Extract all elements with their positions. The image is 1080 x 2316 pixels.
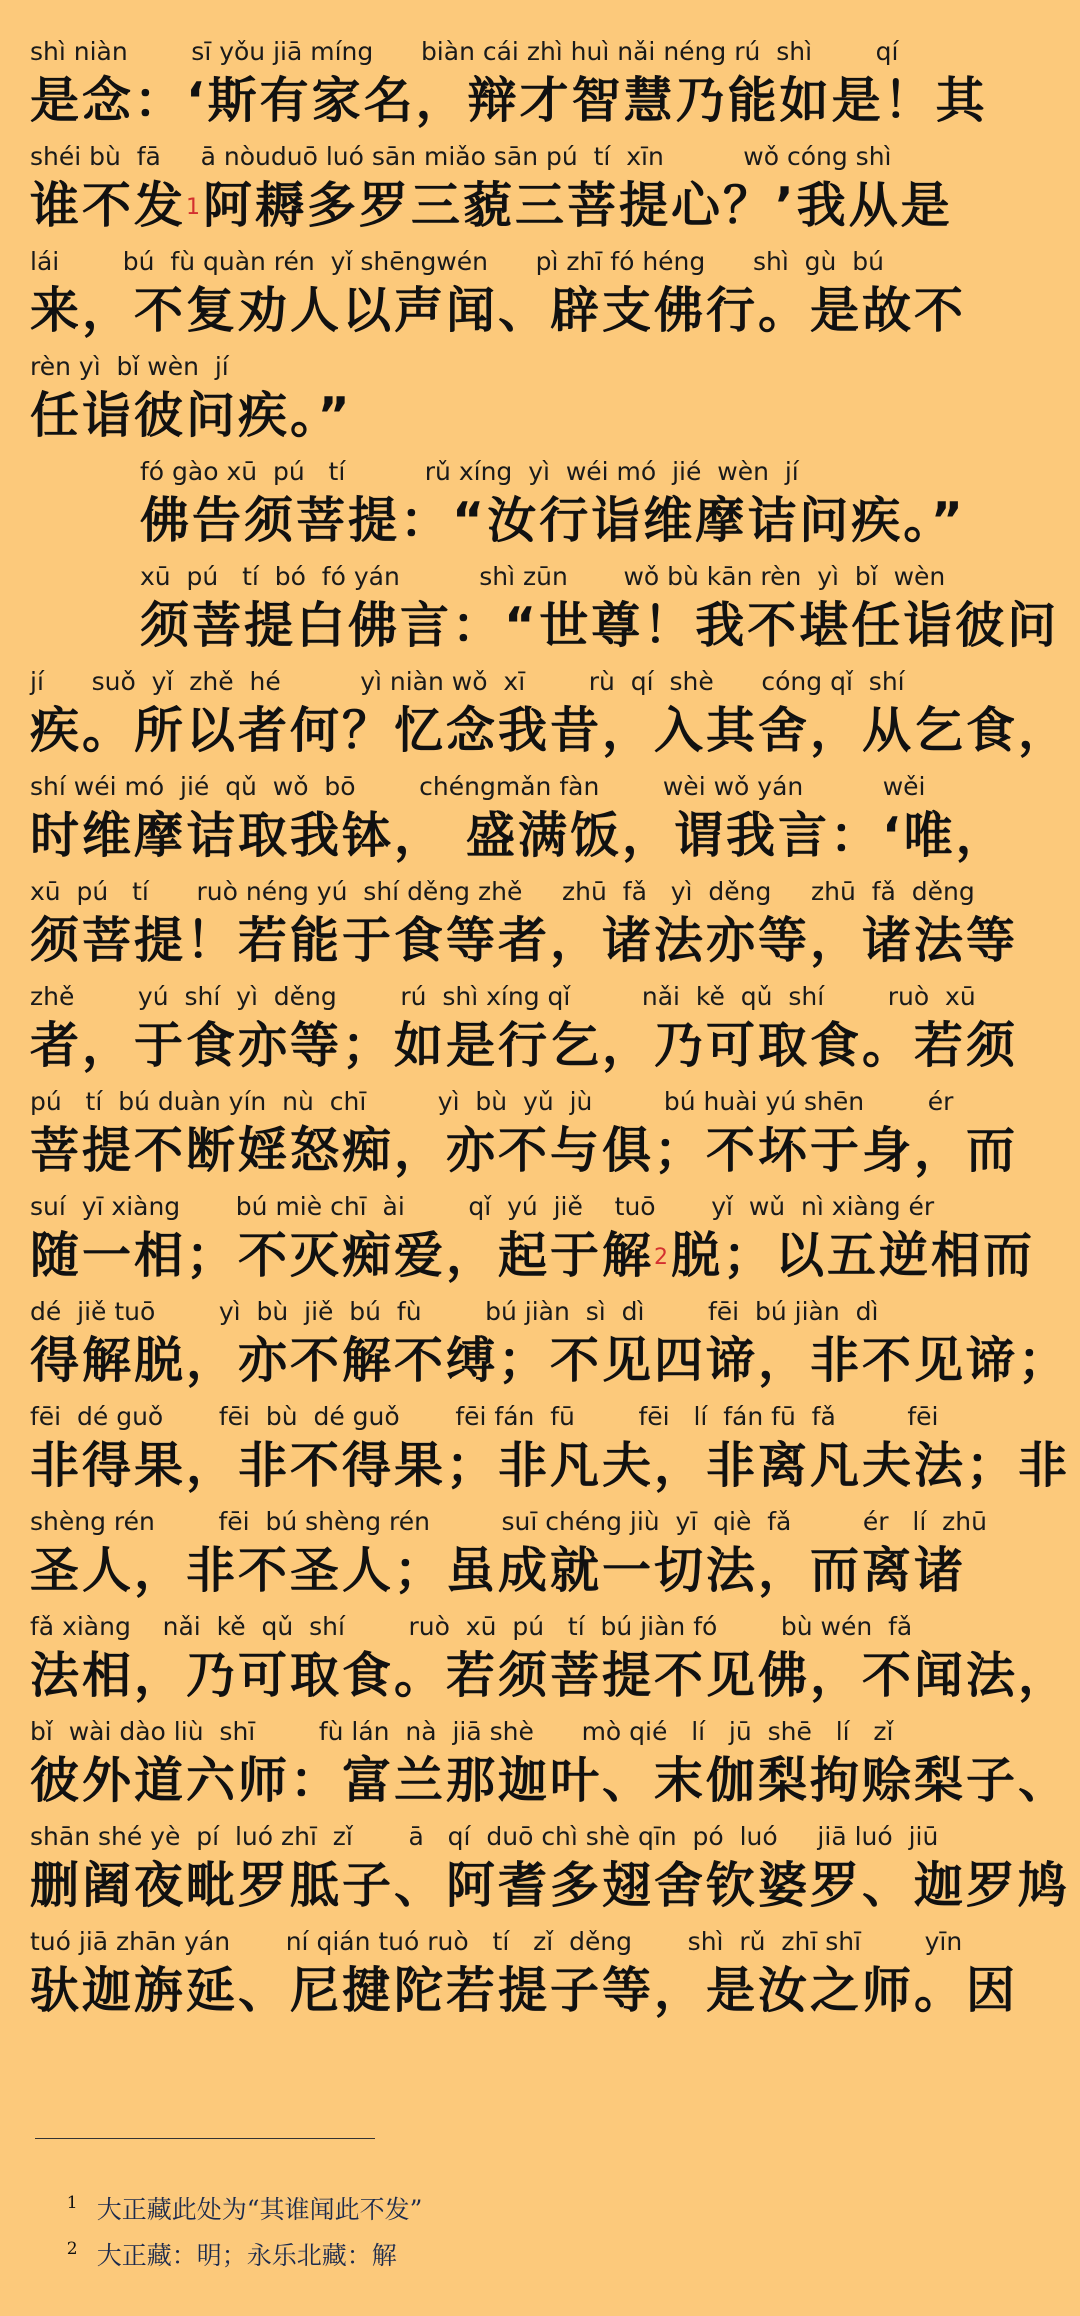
chinese-text: 时维摩诘取我钵， 盛满饭，谓我言：‘唯， — [30, 807, 1008, 864]
text-line — [30, 349, 1050, 454]
footnote — [35, 2150, 735, 2224]
pinyin-annotation: fó gào xū pú tí rǔ xíng yì wéi mó jié wèn jí — [140, 457, 799, 486]
chinese-text: 法相，乃可取食。若须菩提不见佛，不闻法， — [30, 1647, 1071, 1704]
text-line — [30, 139, 1050, 244]
text-line — [30, 664, 1071, 769]
text-line — [30, 1189, 1050, 1294]
pinyin-annotation: shí wéi mó jié qǔ wǒ bō chéngmǎn fàn wèi wǒ yán wěi — [30, 772, 926, 801]
text-line — [30, 874, 1050, 979]
text-segment: 谁不发 — [30, 177, 187, 234]
footnote-divider — [35, 2138, 375, 2139]
text-segment: 脱；以五逆相而 — [671, 1227, 1036, 1284]
chinese-text: 彼外道六师：富兰那迦叶、末伽梨拘赊梨子、 — [30, 1752, 1071, 1809]
footnote-marker[interactable]: 1 — [186, 195, 204, 220]
pinyin-annotation: bǐ wài dào liù shī fù lán nà jiā shè mò qié lí jū shē lí zǐ — [30, 1717, 894, 1746]
footnote-marker[interactable]: 2 — [654, 1245, 672, 1270]
chinese-text: 菩提不断婬怒痴，亦不与俱；不坏于身，而 — [30, 1122, 1019, 1179]
text-line — [30, 34, 1050, 139]
pinyin-annotation: pú tí bú duàn yín nù chī yì bù yǔ jù bú huài yú shēn ér — [30, 1087, 954, 1116]
text-line — [30, 1084, 1050, 1189]
chinese-text: 非得果，非不得果；非凡夫，非离凡夫法；非 — [30, 1437, 1071, 1494]
chinese-text — [30, 173, 1050, 239]
pinyin-annotation: dé jiě tuō yì bù jiě bú fù bú jiàn sì dì fēi bú jiàn dì — [30, 1297, 879, 1326]
text-line — [30, 1819, 1071, 1924]
pinyin-annotation: shān shé yè pí luó zhī zǐ ā qí duō chì shè qīn pó luó jiā luó jiū — [30, 1822, 939, 1851]
pinyin-annotation: jí suǒ yǐ zhě hé yì niàn wǒ xī rù qí shè cóng qǐ shí — [30, 667, 905, 696]
text-line — [30, 1609, 1071, 1714]
text-line — [30, 1294, 1071, 1399]
text-line — [30, 1714, 1071, 1819]
text-segment: 随一相；不灭痴爱，起于解 — [30, 1227, 655, 1284]
footnote-text: 大正藏：明；永乐北藏：解 — [96, 2241, 397, 2270]
chinese-text: 任诣彼问疾。” — [30, 387, 353, 444]
text-line — [30, 244, 1050, 349]
chinese-text: 佛告须菩提：“汝行诣维摩诘问疾。” — [140, 492, 966, 549]
text-line — [30, 454, 1050, 559]
pinyin-annotation: rèn yì bǐ wèn jí — [30, 352, 229, 381]
chinese-text: 得解脱，亦不解不缚；不见四谛，非不见谛； — [30, 1332, 1071, 1389]
pinyin-annotation: shèng rén fēi bú shèng rén suī chéng jiù yī qiè fǎ ér lí zhū — [30, 1507, 987, 1536]
pinyin-annotation: xū pú tí bó fó yán shì zūn wǒ bù kān rèn yì bǐ wèn — [140, 562, 946, 591]
chinese-text: 驮迦旃延、尼揵陀若提子等，是汝之师。因 — [30, 1962, 1019, 2019]
footnote — [35, 2196, 735, 2270]
text-line — [30, 1504, 1050, 1609]
text-segment: 阿耨多罗三藐三菩提心？’我从是 — [203, 177, 953, 234]
pinyin-annotation: lái bú fù quàn rén yǐ shēngwén pì zhī fó héng shì gù bú — [30, 247, 884, 276]
chinese-text: 是念：‘斯有家名，辩才智慧乃能如是！其 — [30, 72, 988, 129]
pinyin-annotation: fēi dé guǒ fēi bù dé guǒ fēi fán fū fēi lí fán fū fǎ fēi — [30, 1402, 939, 1431]
pinyin-annotation: tuó jiā zhān yán ní qián tuó ruò tí zǐ děng shì rǔ zhī shī yīn — [30, 1927, 963, 1956]
pinyin-annotation: xū pú tí ruò néng yú shí děng zhě zhū fǎ yì děng zhū fǎ děng — [30, 877, 975, 906]
footnote-number: 1 — [66, 2193, 78, 2213]
chinese-text: 来，不复劝人以声闻、辟支佛行。是故不 — [30, 282, 967, 339]
chinese-text: 圣人，非不圣人；虽成就一切法，而离诸 — [30, 1542, 967, 1599]
chinese-text: 须菩提白佛言：“世尊！我不堪任诣彼问 — [140, 597, 1060, 654]
pinyin-annotation: suí yī xiàng bú miè chī ài qǐ yú jiě tuō yǐ wǔ nì xiàng ér — [30, 1192, 935, 1221]
text-line — [30, 1924, 1050, 2029]
pinyin-annotation: zhě yú shí yì děng rú shì xíng qǐ nǎi kě qǔ shí ruò xū — [30, 982, 976, 1011]
pinyin-annotation: shéi bù fā ā nòuduō luó sān miǎo sān pú tí xīn wǒ cóng shì — [30, 142, 892, 171]
chinese-text: 疾。所以者何？忆念我昔，入其舍，从乞食， — [30, 702, 1071, 759]
chinese-text: 删阇夜毗罗胝子、阿耆多翅舍钦婆罗、迦罗鸠 — [30, 1857, 1071, 1914]
text-line — [30, 769, 1050, 874]
text-line — [30, 1399, 1071, 1504]
text-line — [30, 979, 1050, 1084]
chinese-text — [30, 1223, 1050, 1289]
chinese-text: 须菩提！若能于食等者，诸法亦等，诸法等 — [30, 912, 1019, 969]
text-line — [30, 559, 1060, 664]
pinyin-annotation: shì niàn sī yǒu jiā míng biàn cái zhì huì nǎi néng rú shì qí — [30, 37, 899, 66]
pinyin-annotation: fǎ xiàng nǎi kě qǔ shí ruò xū pú tí bú jiàn fó bù wén fǎ — [30, 1612, 913, 1641]
footnote-text: 大正藏此处为“其谁闻此不发” — [96, 2195, 423, 2224]
footnote-number: 2 — [66, 2239, 78, 2259]
chinese-text: 者，于食亦等；如是行乞，乃可取食。若须 — [30, 1017, 1019, 1074]
